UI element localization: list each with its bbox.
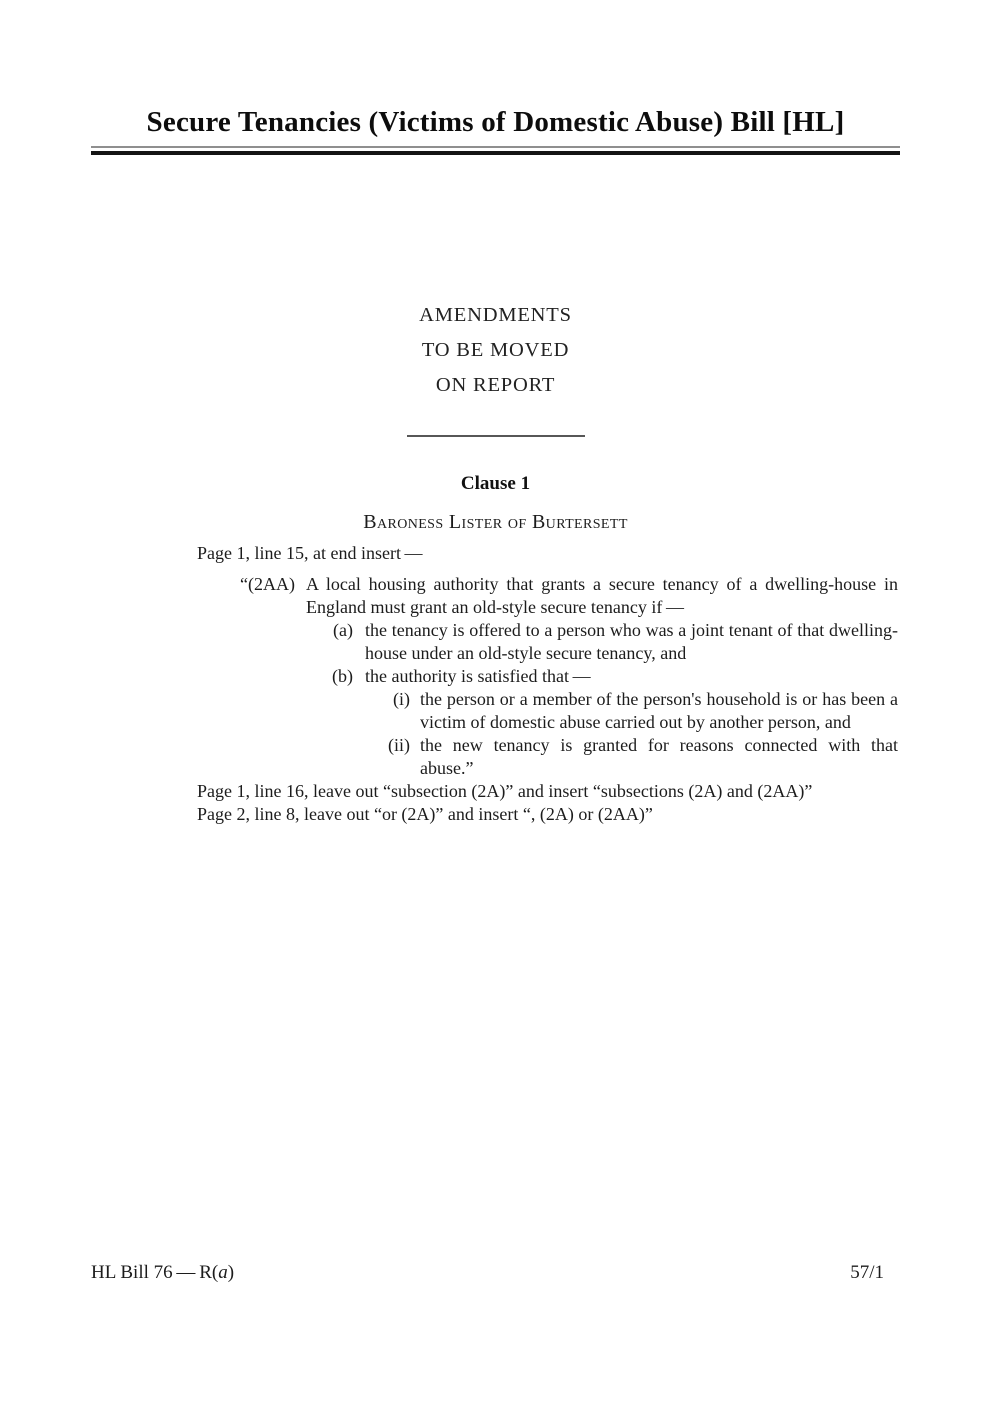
clause-heading: Clause 1 (460, 473, 531, 494)
amendment-1-instruction: Page 1, line 15, at end insert — (197, 543, 423, 563)
title-rule-thin (91, 146, 900, 148)
subparagraph-i (365, 688, 898, 734)
subparagraph-ii (365, 734, 898, 780)
subsection-2aa-marker: “(2AA) (240, 574, 295, 594)
subsection-2aa-text: A local housing authority that grants a secure tenancy of a dwelling-house in England must grant an old-style secure tenancy if — (306, 574, 898, 617)
bill-reference-italic: a (218, 1262, 228, 1283)
paragraph-a (306, 619, 898, 665)
page-footer (91, 1261, 899, 1285)
subsection-2aa (197, 573, 898, 780)
bill-reference (91, 1261, 234, 1285)
title-rule-thick (91, 151, 900, 155)
paragraph-b-text: the authority is satisfied that — (365, 666, 591, 686)
subparagraph-ii-marker: (ii) (388, 735, 410, 755)
amendment-3-instruction: Page 2, line 8, leave out “or (2A)” and insert “, (2A) or (2AA)” (197, 804, 653, 824)
paragraph-a-marker: (a) (333, 620, 353, 640)
amendments-heading-line-3: ON REPORT (435, 374, 556, 396)
amendments-heading (0, 298, 991, 403)
subparagraph-i-text: the person or a member of the person's household is or has been a victim of domestic abuse carried out by another person, and (420, 689, 898, 732)
paragraph-a-text: the tenancy is offered to a person who was a joint tenant of that dwelling-house under an old-style secure tenancy, and (365, 620, 898, 663)
paragraph-b-body (365, 665, 898, 780)
amendments-body (197, 542, 898, 826)
amendments-heading-line-1: AMENDMENTS (419, 304, 572, 326)
bill-reference-suffix: ) (227, 1262, 235, 1283)
page-reference: 57/1 (850, 1262, 884, 1283)
bill-title: Secure Tenancies (Victims of Domestic Abuse) Bill [HL] (146, 106, 845, 138)
subparagraph-i-marker: (i) (393, 689, 410, 709)
amendments-heading-line-2: TO BE MOVED (421, 339, 570, 361)
paragraph-b-marker: (b) (332, 666, 353, 686)
subparagraph-ii-text: the new tenancy is granted for reasons connected with that abuse.” (420, 735, 898, 778)
section-divider-rule (407, 435, 585, 437)
mover-name: Baroness Lister of Burtersett (363, 511, 628, 533)
subsection-2aa-body (306, 573, 898, 780)
bill-reference-prefix: HL Bill 76 — R( (91, 1262, 219, 1283)
paragraph-b (306, 665, 898, 780)
amendment-2-instruction: Page 1, line 16, leave out “subsection (2A)” and insert “subsections (2A) and (2AA)” (197, 781, 813, 801)
